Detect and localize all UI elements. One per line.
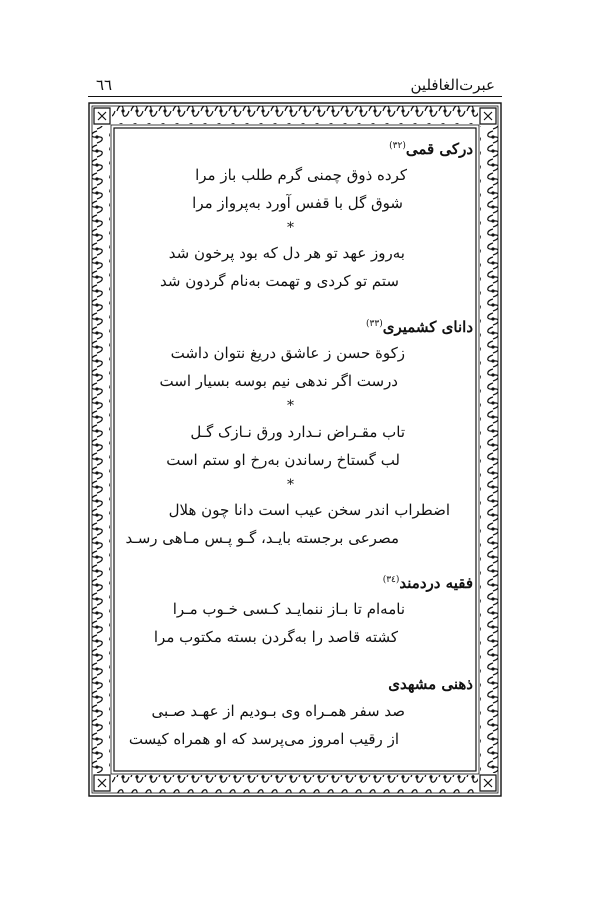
poet-name: دانای کشمیری$^{(٣٣)}$ [366, 318, 473, 336]
book-title: عبرت‌الغافلین [410, 76, 495, 94]
verse-line: کشته قاصد را به‌گردن بسته مکتوب مرا [153, 628, 398, 646]
verse-line: شوق گل با قفس آورد به‌پرواز مرا [192, 194, 403, 212]
poet-name: درکی قمی$^{(٣٢)}$ [389, 140, 473, 158]
stanza-separator: * [287, 477, 294, 493]
page-number: ٦٦ [96, 76, 113, 94]
poet-name: فقیه دردمند$^{(٣٤)}$ [382, 574, 473, 592]
verse-line: لب گستاخ رساندن به‌رخ او ستم است [166, 451, 400, 469]
verse-line: ستم تو کردی و تهمت به‌نام گردون شد [160, 272, 399, 290]
stanza-separator: * [287, 220, 294, 236]
verse-line: مصرعی برجسته بایـد، گـو پـس مـاهی رسـد [125, 529, 399, 547]
verse-line: اضطراب اندر سخن عیب است دانا چون هلال [168, 501, 450, 519]
verse-line: از رقیب امروز می‌پرسد که او همراه کیست [128, 730, 399, 748]
footnote-marker: (٣٤) [382, 575, 400, 585]
poet-name: ذهنی مشهدی [388, 675, 473, 693]
footnote-marker: (٣٣) [366, 319, 383, 329]
stanza-separator: * [287, 398, 294, 414]
verse-line: به‌روز عهد تو هر دل که بود پرخون شد [168, 244, 405, 262]
verse-line: صد سفر همـراه وی بـودیم از عهـد صـبی [151, 702, 405, 720]
verse-line: تاب مقـراض نـدارد ورق نـازک گـل [190, 423, 405, 441]
verse-line: کرده ذوق چمنی گرم طلب باز مرا [195, 166, 407, 184]
footnote-marker: (٣٢) [389, 141, 406, 151]
header-rule [88, 96, 502, 97]
verse-line: نامه‌ام تا بـاز ننمایـد کـسی خـوب مـرا [172, 600, 405, 618]
verse-line: درست اگر ندهی نیم بوسه بسیار است [159, 372, 398, 390]
verse-line: زکوة حسن ز عاشق دریغ نتوان داشت [170, 344, 405, 362]
